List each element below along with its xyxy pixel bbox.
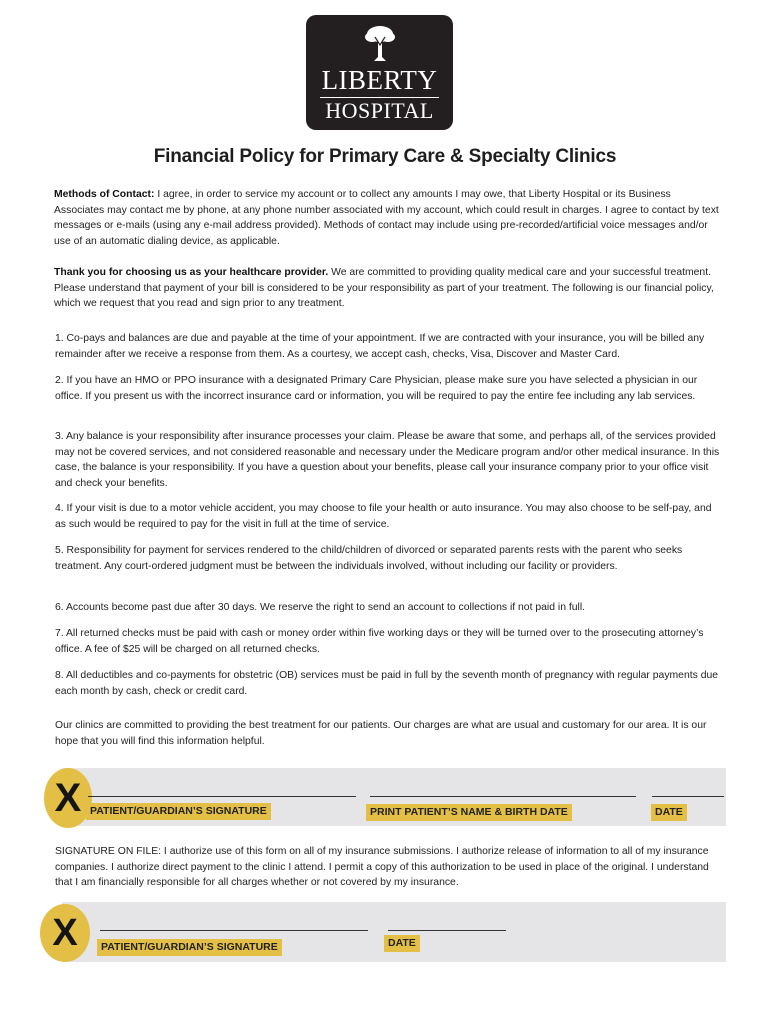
logo-text-hospital: HOSPITAL: [325, 98, 434, 123]
policy-item-1: 1. Co-pays and balances are due and payable at the time of your appointment. If we are contracted with your insurance, you will be billed any remainder after we receive a response from them. As a courtesy, we accept cash, checks, Visa, Discover and Master Card.: [55, 333, 705, 360]
signature-on-file-paragraph: SIGNATURE ON FILE: I authorize use of this form on all of my insurance submissions. I authorize release of information to all of my insurance companies. I authorize direct payment to the clinic I attend. I permit a copy of this authorization to be used in place of the original. I understand that I am financially responsible for all charges whether or not covered by my insurance.: [55, 846, 709, 888]
policy-item-2: 2. If you have an HMO or PPO insurance with a designated Primary Care Physician, please make sure you have selected a physician in our office. If you present us with the incorrect insurance card or information, you will be required to pay the entire fee including any lab services.: [55, 375, 698, 402]
methods-of-contact-label: Methods of Contact:: [54, 189, 155, 200]
page-title: Financial Policy for Primary Care & Specialty Clinics: [153, 146, 617, 167]
date-line-2[interactable]: [388, 930, 506, 931]
liberty-hospital-logo: [306, 15, 453, 130]
patient-signature-label-2: PATIENT/GUARDIAN’S SIGNATURE: [97, 939, 282, 956]
sign-here-x-mark-2: X: [40, 904, 90, 962]
sign-here-x-mark: X: [44, 768, 92, 828]
policy-item-5: 5. Responsibility for payment for services rendered to the child/children of divorced or separated parents rests with the parent who seeks treatment. Any court-ordered judgment must be between the individuals involved, without including our facility or providers.: [55, 545, 683, 572]
policy-item-6: 6. Accounts become past due after 30 days. We reserve the right to send an account to collections if not paid in full.: [55, 602, 586, 613]
thank-you-label: Thank you for choosing us as your healthcare provider.: [54, 267, 329, 278]
patient-signature-label: PATIENT/GUARDIAN’S SIGNATURE: [86, 803, 271, 820]
policy-item-7: 7. All returned checks must be paid with cash or money order within five working days or they will be turned over to the prosecuting attorney’s office. A fee of $25 will be charged on all returned checks.: [55, 628, 704, 655]
print-name-birthdate-label: PRINT PATIENT’S NAME & BIRTH DATE: [366, 804, 572, 821]
patient-signature-line[interactable]: [88, 796, 356, 797]
policy-item-4: 4. If your visit is due to a motor vehicle accident, you may choose to file your health or auto insurance. You may also choose to be self-pay, and as such would be required to pay for the visit in full at the time of service.: [55, 503, 712, 530]
closing-paragraph: Our clinics are committed to providing the best treatment for our patients. Our charges are what are usual and customary for our area. It is our hope that you will find this information helpful.: [55, 720, 707, 747]
print-name-birthdate-line[interactable]: [370, 796, 636, 797]
policy-item-8: 8. All deductibles and co-payments for obstetric (OB) services must be paid in full by the seventh month of pregnancy with regular payments due each month by cash, check or credit card.: [55, 670, 719, 697]
policy-item-3: 3. Any balance is your responsibility after insurance processes your claim. Please be aware that some, and perhaps all, of the services provided may not be covered services, and not considered reasonable and necessary under the Medicare program and/or other medical insurance. In this case, the balance is your responsibility. If you have a question about your benefits, please call your insurance company prior to your office visit and check your benefits.: [55, 431, 720, 489]
date-label: DATE: [651, 804, 687, 821]
methods-of-contact-paragraph: [54, 187, 720, 249]
logo-text-liberty: LIBERTY: [321, 65, 438, 95]
date-line[interactable]: [652, 796, 724, 797]
thank-you-text: We are committed to providing quality medical care and your successful treatment. Please understand that payment of your bill is considered to be your responsibility as part of your treatment. The following is our financial policy, which we request that you read and sign prior to any treatment.: [54, 267, 714, 309]
tree-icon: [363, 23, 397, 63]
date-label-2: DATE: [384, 935, 420, 952]
methods-of-contact-text: I agree, in order to service my account or to collect any amounts I may owe, that Liberty Hospital or its Business Associates may contact me by phone, at any phone number associated with my account, which could result in charges. I agree to contact by text messages or e-mails (using any e-mail address provided). Methods of contact may include using pre-recorded/artificial voice messages and/or use of an automatic dialing device, as applicable.: [54, 189, 719, 247]
patient-signature-line-2[interactable]: [100, 930, 368, 931]
thank-you-paragraph: [54, 265, 720, 312]
